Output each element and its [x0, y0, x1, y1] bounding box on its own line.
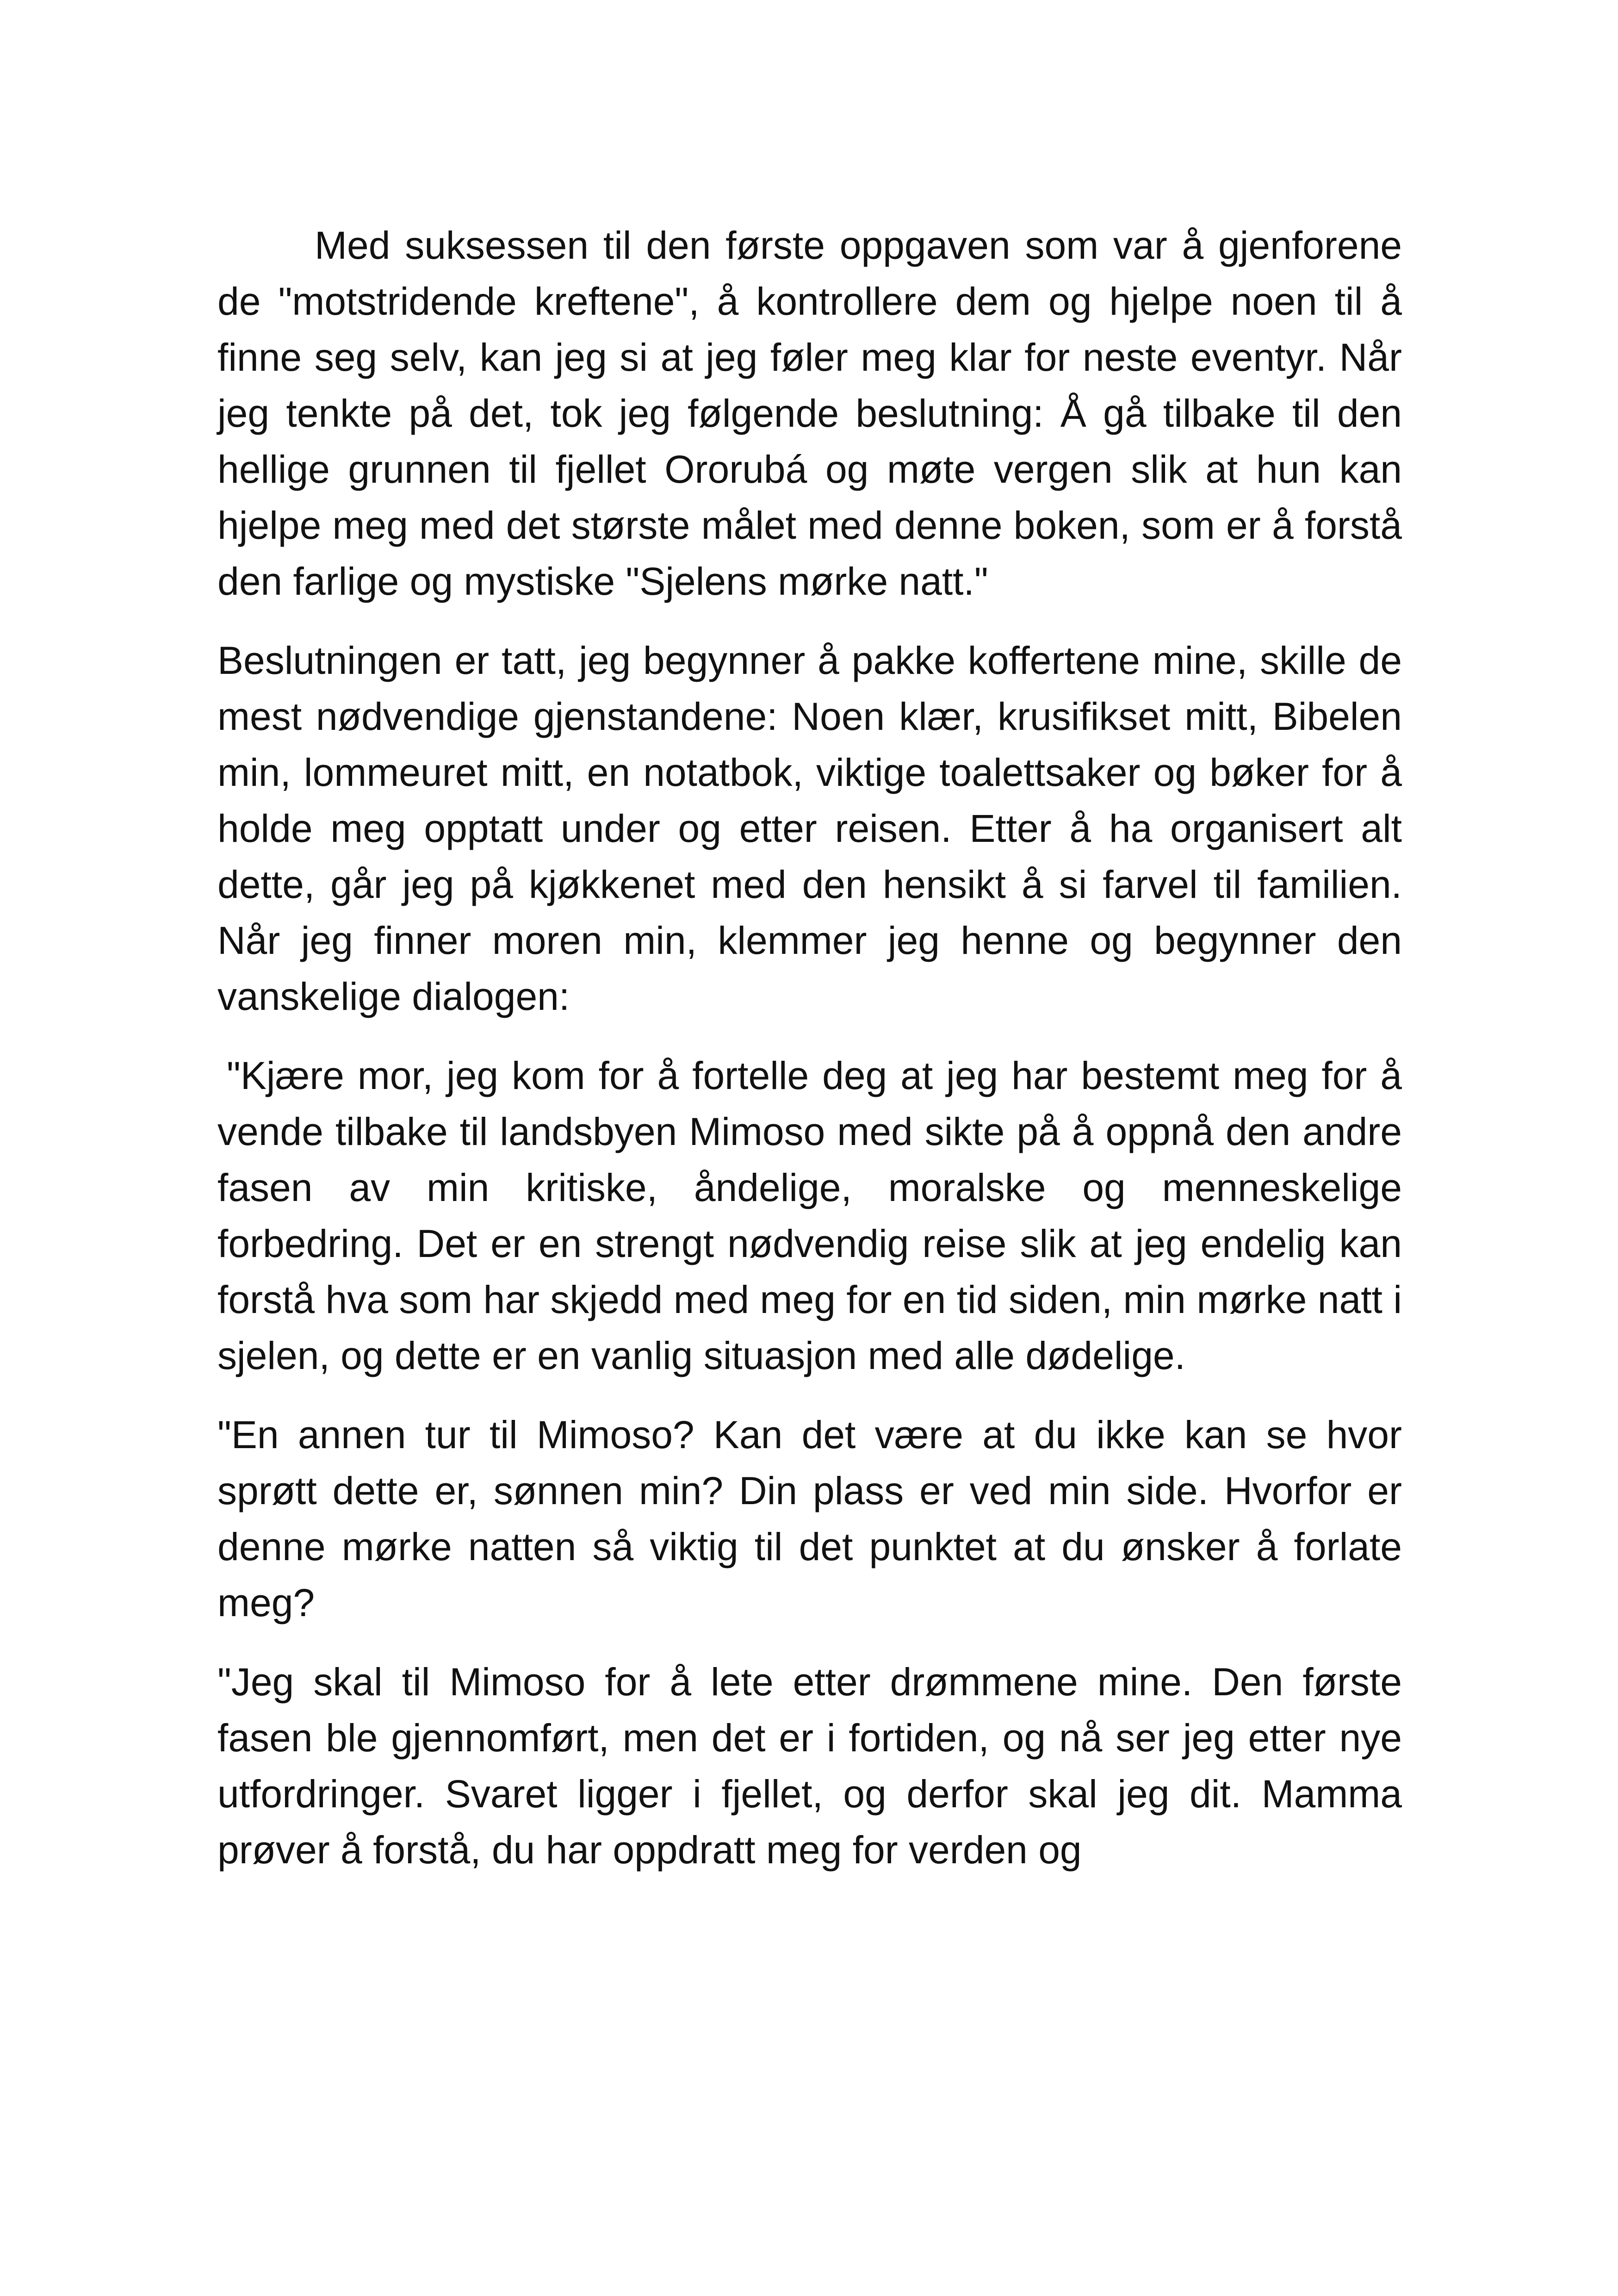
- paragraph-4: "En annen tur til Mimoso? Kan det være at du ikke kan se hvor sprøtt dette er, sønnen min? Din plass er ved min side. Hvorfor er denne mørke natten så viktig til det punktet at du ønsker å forlate meg?: [217, 1413, 1402, 1624]
- paragraph-2: Beslutningen er tatt, jeg begynner å pakke koffertene mine, skille de mest nødvendige gjenstandene: Noen klær, krusifikset mitt, Bibelen min, lommeuret mitt, en notatbok, viktige toalettsaker og bøker for å holde meg opptatt under og etter reisen. Etter å ha organisert alt dette, går jeg på kjøkkenet med den hensikt å si farvel til familien. Når jeg finner moren min, klemmer jeg henne og begynner den vanskelige dialogen:: [217, 639, 1402, 1018]
- body-text: [217, 218, 1402, 1901]
- paragraph-5: "Jeg skal til Mimoso for å lete etter drømmene mine. Den første fasen ble gjennomført, men det er i fortiden, og nå ser jeg etter nye utfordringer. Svaret ligger i fjellet, og derfor skal jeg dit. Mamma prøver å forstå, du har oppdratt meg for verden og: [217, 1660, 1402, 1872]
- paragraph-1: Med suksessen til den første oppgaven som var å gjenforene de "motstridende kreftene", å kontrollere dem og hjelpe noen til å finne seg selv, kan jeg si at jeg føler meg klar for neste eventyr. Når jeg tenkte på det, tok jeg følgende beslutning: Å gå tilbake til den hellige grunnen til fjellet Ororubá og møte vergen slik at hun kan hjelpe meg med det største målet med denne boken, som er å forstå den farlige og mystiske "Sjelens mørke natt.": [217, 224, 1402, 603]
- paragraph-3: "Kjære mor, jeg kom for å fortelle deg at jeg har bestemt meg for å vende tilbake til landsbyen Mimoso med sikte på å oppnå den andre fasen av min kritiske, åndelige, moralske og menneskelige forbedring. Det er en strengt nødvendig reise slik at jeg endelig kan forstå hva som har skjedd med meg for en tid siden, min mørke natt i sjelen, og dette er en vanlig situasjon med alle dødelige.: [217, 1054, 1402, 1377]
